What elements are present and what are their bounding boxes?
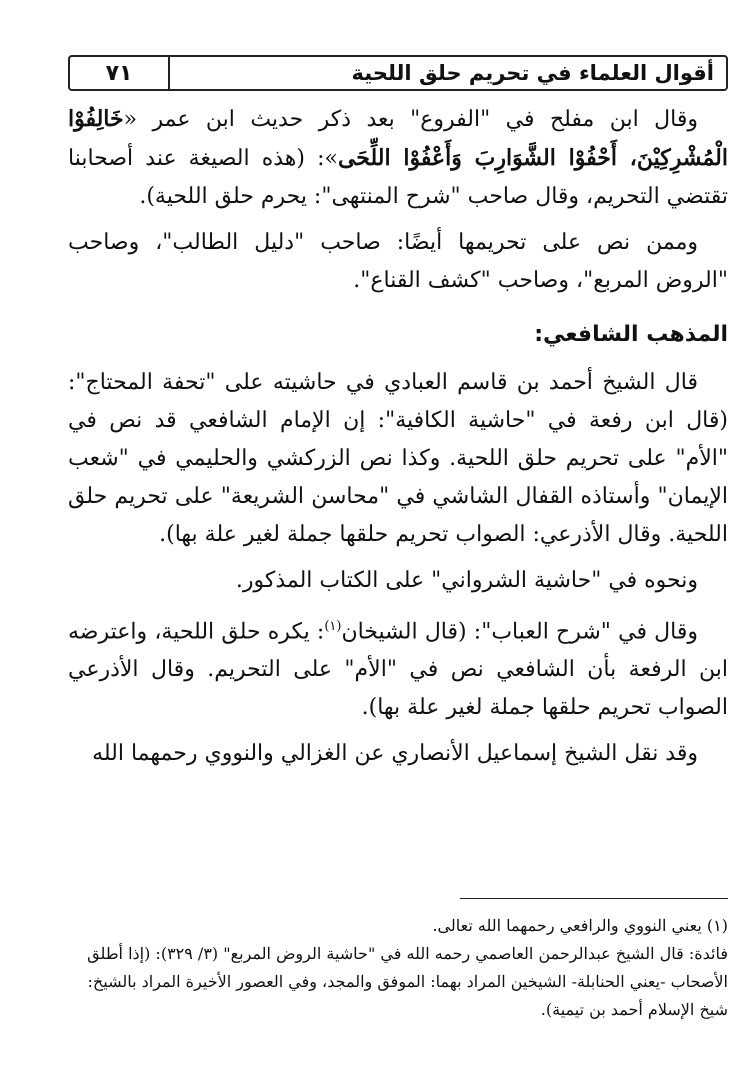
paragraph-ibn-muflih (68, 100, 728, 216)
running-title: أقوال العلماء في تحريم حلق اللحية (351, 61, 714, 85)
paragraph-text: : يكره حلق اللحية، واعترضه ابن الرفعة بأن الشافعي نص في "الأم" على التحريم. وقال الأذرعي الصواب تحريم حلقها جملة لغير علة بها). (68, 619, 728, 721)
footnotes (68, 912, 728, 1024)
paragraph-ansari: وقد نقل الشيخ إسماعيل الأنصاري عن الغزالي والنووي رحمهما الله (92, 741, 698, 767)
section-heading: المذهب الشافعي: (534, 322, 728, 347)
paragraph-text: »: (هذه الصيغة عند أصحابنا تقتضي التحريم، وقال صاحب "شرح المنتهى": يحرم حلق اللحية). (68, 146, 728, 209)
footnote-divider (460, 898, 728, 899)
hadith-quote: خَالِفُوْا الْمُشْرِكِيْنَ، أَحْفُوْا الشَّوَارِبَ وَأَعْفُوْا اللِّحَى (68, 106, 728, 171)
footnote-ref[interactable]: (١) (324, 619, 342, 634)
footnote-1: (١) يعني النووي والرافعي رحمهما الله تعالى. (432, 916, 728, 935)
paragraph-others: وممن نص على تحريمها أيضًا: صاحب "دليل الطالب"، وصاحب "الروض المربع"، وصاحب "كشف القناع". (68, 230, 728, 293)
paragraph-sharh-al-ubab (68, 608, 728, 727)
running-header (68, 55, 728, 91)
main-text (68, 100, 728, 781)
footnote-note: فائدة: قال الشيخ عبدالرحمن العاصمي رحمه الله في "حاشية الروض المربع" (٣/ ٣٢٩): (إذا أطلق الأصحاب -يعني الحنابلة- الشيخين المراد بهما: الموفق والمجد، وفي العصور الأخيرة المراد بالشيخ: شيخ الإسلام أحمد بن تيمية). (87, 944, 728, 1019)
paragraph-sharwani: ونحوه في "حاشية الشرواني" على الكتاب المذكور. (235, 568, 698, 593)
page-number: ٧١ (70, 57, 170, 89)
paragraph-text: وقال في "شرح العباب": (قال الشيخان (341, 619, 698, 645)
paragraph-abbadi: قال الشيخ أحمد بن قاسم العبادي في حاشيته على "تحفة المحتاج": (قال ابن رفعة في "حاشية الكافية": إن الإمام الشافعي قد نص في "الأم" على تحريم حلق اللحية. وكذا نص الزركشي والحليمي في "شعب الإيمان" وأستاذه القفال الشاشي في "محاسن الشريعة" على تحريم حلق اللحية. وقال الأذرعي: الصواب تحريم حلقها جملة لغير علة بها). (68, 370, 728, 547)
paragraph-text: وقال ابن مفلح في "الفروع" بعد ذكر حديث ابن عمر « (123, 107, 698, 132)
